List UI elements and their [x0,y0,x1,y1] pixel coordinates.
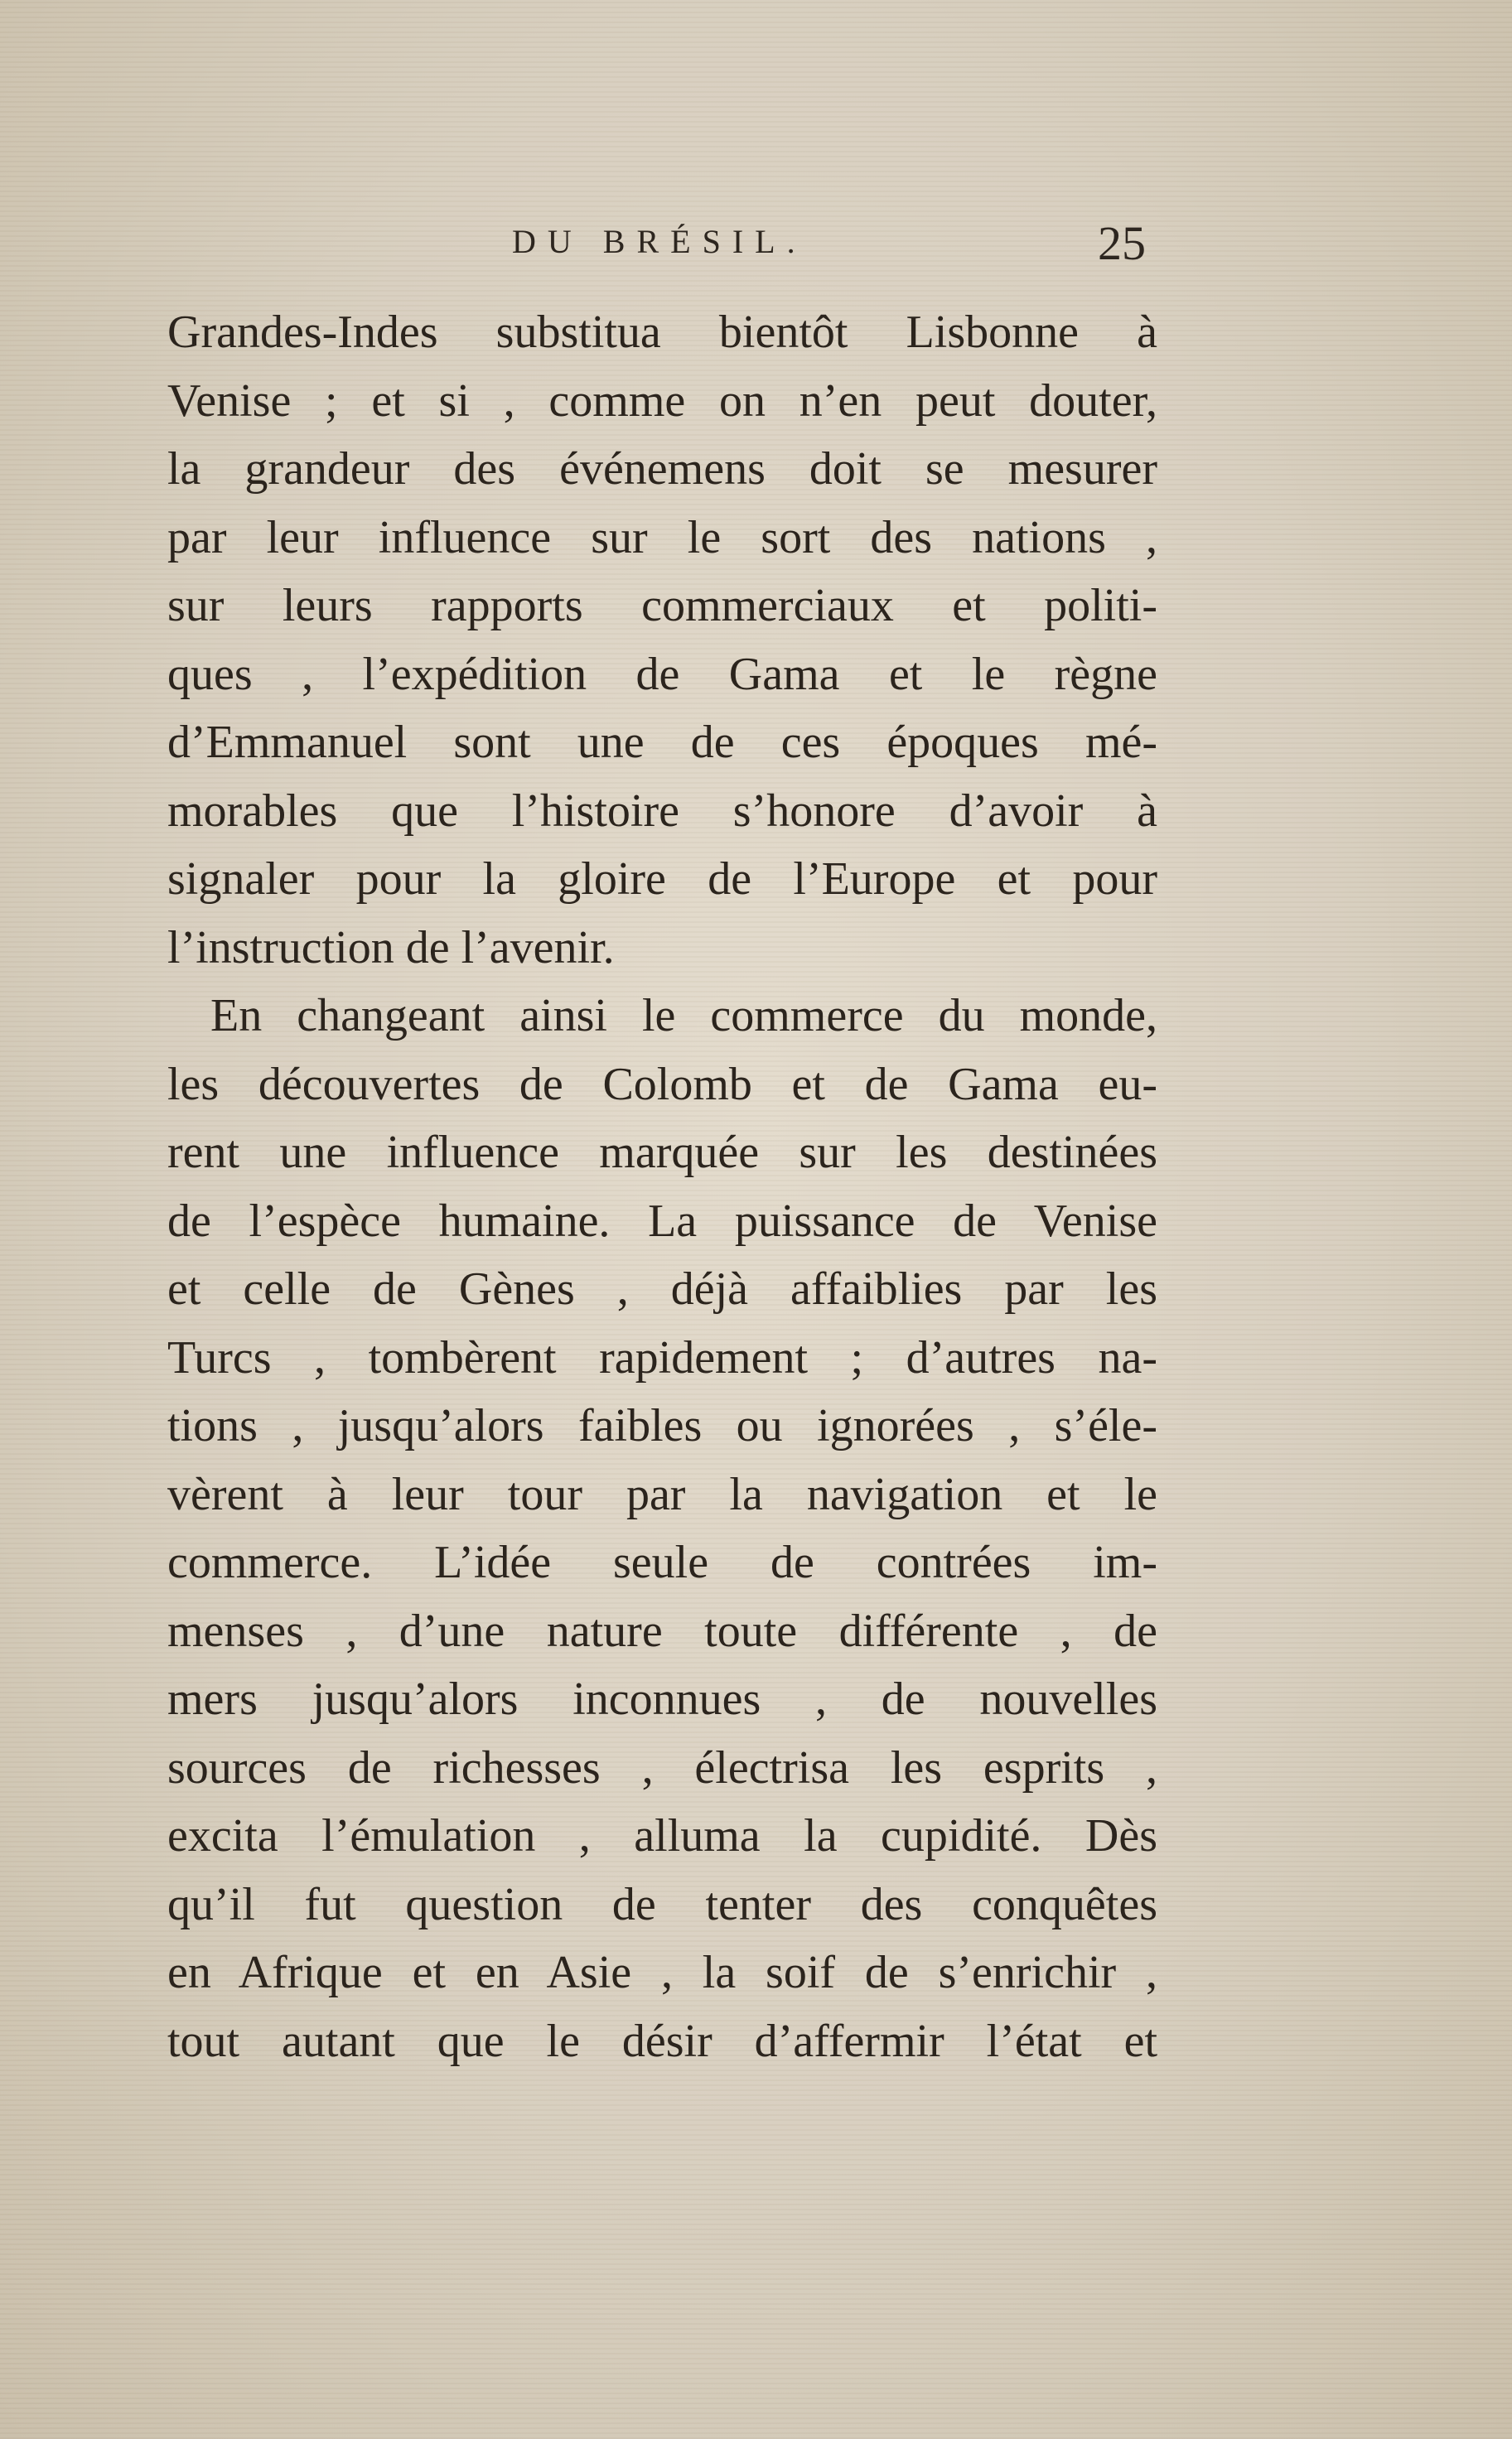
text-line: rent une influence marquée sur les destinées [167,1127,1157,1178]
text-line: excita l’émulation , alluma la cupidité. Dès [167,1810,1157,1862]
text-line: les découvertes de Colomb et de Gama eu- [167,1058,1157,1110]
text-line: tions , jusqu’alors faibles ou ignorées , s’éle- [167,1400,1157,1451]
text-line: Grandes-Indes substitua bientôt Lisbonne à [167,307,1157,358]
text-line: signaler pour la gloire de l’Europe et pour [167,853,1157,905]
text-line: menses , d’une nature toute différente , de [167,1605,1157,1657]
text-line: et celle de Gènes , déjà affaiblies par les [167,1263,1157,1315]
text-line: en Afrique et en Asie , la soif de s’enrichir , [167,1947,1157,1998]
text-line: vèrent à leur tour par la navigation et le [167,1468,1157,1520]
text-line: ques , l’expédition de Gama et le règne [167,648,1157,700]
body-text [167,298,1157,2075]
page-number: 25 [1098,216,1146,270]
text-line: mers jusqu’alors inconnues , de nouvelles [167,1673,1157,1725]
running-head [0,216,1512,280]
text-line: tout autant que le désir d’affermir l’état et [167,2015,1157,2067]
running-title: DU BRÉSIL. [512,223,807,260]
text-line: la grandeur des événemens doit se mesurer [167,443,1157,495]
text-line: d’Emmanuel sont une de ces époques mé- [167,717,1157,768]
text-line: qu’il fut question de tenter des conquêtes [167,1878,1157,1930]
text-line: morables que l’histoire s’honore d’avoir à [167,785,1157,837]
text-line: sur leurs rapports commerciaux et politi- [167,580,1157,631]
text-line: commerce. L’idée seule de contrées im- [167,1537,1157,1588]
text-line: Venise ; et si , comme on n’en peut douter, [167,374,1157,427]
paragraph-start-line: En changeant ainsi le commerce du monde, [210,990,1157,1041]
text-line: Turcs , tombèrent rapidement ; d’autres na- [167,1331,1157,1384]
text-line: par leur influence sur le sort des nations , [167,511,1157,563]
text-line: de l’espèce humaine. La puissance de Venise [167,1195,1157,1247]
text-line: sources de richesses , électrisa les esprits , [167,1741,1157,1794]
paragraph-end-line: l’instruction de l’avenir. [167,921,615,973]
